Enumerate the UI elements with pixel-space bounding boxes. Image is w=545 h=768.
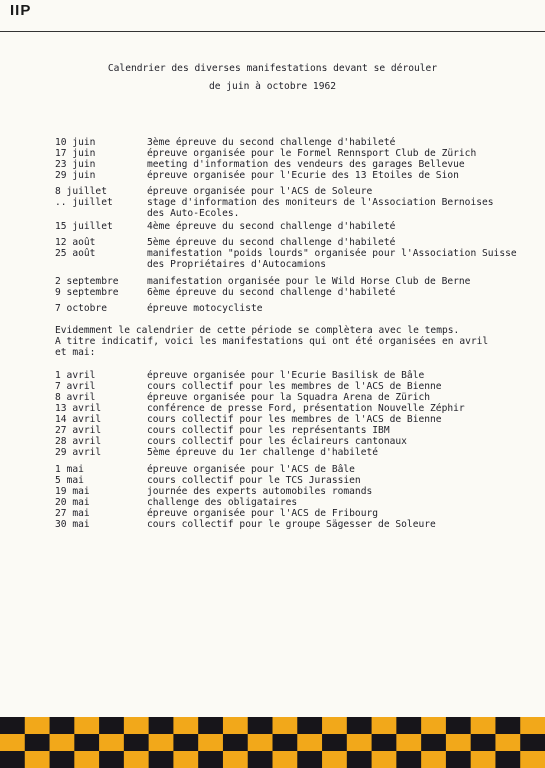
- event-date: 29 avril: [55, 447, 102, 458]
- document-subtitle: de juin à octobre 1962: [208, 81, 337, 92]
- checker-square: [50, 734, 75, 752]
- checkerboard-footer: [0, 717, 545, 768]
- event-description: 5ème épreuve du second challenge d'habileté: [147, 237, 396, 248]
- event-description: des Auto-Ecoles.: [147, 208, 240, 219]
- checker-square: [347, 734, 372, 752]
- event-description: épreuve motocycliste: [147, 303, 263, 314]
- checker-square: [396, 717, 421, 735]
- checker-square: [322, 717, 347, 735]
- checker-square: [50, 717, 75, 735]
- checker-square: [0, 751, 25, 768]
- event-description: cours collectif pour le groupe Sägesser de Soleure: [147, 519, 436, 530]
- checker-square: [223, 751, 248, 768]
- event-description: cours collectif pour les représentants IBM: [147, 425, 390, 436]
- checker-square: [273, 751, 298, 768]
- event-description: cours collectif pour les éclaireurs cantonaux: [147, 436, 407, 447]
- checker-square: [0, 734, 25, 752]
- checker-square: [520, 717, 545, 735]
- checker-square: [248, 751, 273, 768]
- event-date: 19 mai: [55, 486, 90, 497]
- checker-square: [248, 734, 273, 752]
- checker-square: [99, 717, 124, 735]
- event-description: épreuve organisée pour l'ACS de Bâle: [147, 464, 355, 475]
- checker-square: [149, 717, 174, 735]
- event-date: 25 août: [55, 248, 96, 259]
- checker-square: [495, 734, 520, 752]
- event-date: 27 avril: [55, 425, 102, 436]
- checker-square: [273, 717, 298, 735]
- checker-square: [372, 717, 397, 735]
- checker-square: [149, 751, 174, 768]
- checker-square: [198, 734, 223, 752]
- event-description: meeting d'information des vendeurs des garages Bellevue: [147, 159, 465, 170]
- checker-square: [223, 734, 248, 752]
- event-description: journée des experts automobiles romands: [147, 486, 373, 497]
- checker-square: [173, 734, 198, 752]
- checker-square: [99, 734, 124, 752]
- checker-square: [421, 734, 446, 752]
- checker-square: [520, 734, 545, 752]
- checker-square: [50, 751, 75, 768]
- event-description: 6ème épreuve du second challenge d'habileté: [147, 287, 396, 298]
- event-date: 29 juin: [55, 170, 96, 181]
- event-date: 8 avril: [55, 392, 96, 403]
- checker-square: [471, 751, 496, 768]
- checker-square: [495, 751, 520, 768]
- checker-square: [25, 734, 50, 752]
- event-date: 13 avril: [55, 403, 102, 414]
- event-date: 23 juin: [55, 159, 96, 170]
- event-description: des Propriétaires d'Autocamions: [147, 259, 327, 270]
- event-date: 12 août: [55, 237, 96, 248]
- checker-square: [74, 717, 99, 735]
- checker-square: [25, 717, 50, 735]
- event-date: .. juillet: [55, 197, 113, 208]
- event-date: 5 mai: [55, 475, 84, 486]
- event-description: manifestation "poids lourds" organisée pour l'Association Suisse: [147, 248, 517, 259]
- checker-square: [223, 717, 248, 735]
- company-logo: IIP: [10, 2, 32, 19]
- event-date: 1 mai: [55, 464, 84, 475]
- checker-square: [198, 717, 223, 735]
- event-description: challenge des obligataires: [147, 497, 298, 508]
- event-description: épreuve organisée pour la Squadra Arena de Zürich: [147, 392, 431, 403]
- checker-square: [322, 734, 347, 752]
- checker-square: [372, 751, 397, 768]
- checker-square: [421, 717, 446, 735]
- checker-square: [99, 751, 124, 768]
- checker-square: [322, 751, 347, 768]
- note-line: et mai:: [55, 347, 96, 358]
- header-rule: [0, 31, 545, 32]
- checker-square: [0, 717, 25, 735]
- event-date: 1 avril: [55, 370, 96, 381]
- event-date: 8 juillet: [55, 186, 107, 197]
- event-description: épreuve organisée pour le Formel Rennsport Club de Zürich: [147, 148, 477, 159]
- event-description: cours collectif pour les membres de l'ACS de Bienne: [147, 381, 442, 392]
- event-description: épreuve organisée pour l'Ecurie des 13 Etoiles de Sion: [147, 170, 459, 181]
- checker-square: [25, 751, 50, 768]
- checker-square: [124, 717, 149, 735]
- event-date: 30 mai: [55, 519, 90, 530]
- event-description: 4ème épreuve du second challenge d'habileté: [147, 221, 396, 232]
- checker-square: [124, 751, 149, 768]
- checker-square: [74, 751, 99, 768]
- checker-square: [347, 751, 372, 768]
- checker-square: [149, 734, 174, 752]
- document-title: Calendrier des diverses manifestations devant se dérouler: [107, 63, 438, 74]
- event-date: 15 juillet: [55, 221, 113, 232]
- event-description: cours collectif pour le TCS Jurassien: [147, 475, 361, 486]
- note-line: Evidemment le calendrier de cette période se complètera avec le temps.: [55, 325, 460, 336]
- checker-square: [396, 751, 421, 768]
- checker-square: [520, 751, 545, 768]
- checker-square: [173, 717, 198, 735]
- checker-square: [248, 717, 273, 735]
- event-date: 14 avril: [55, 414, 102, 425]
- checker-square: [74, 734, 99, 752]
- checker-square: [372, 734, 397, 752]
- event-description: stage d'information des moniteurs de l'Association Bernoises: [147, 197, 494, 208]
- checker-square: [297, 717, 322, 735]
- event-date: 28 avril: [55, 436, 102, 447]
- event-description: manifestation organisée pour le Wild Horse Club de Berne: [147, 276, 471, 287]
- event-description: conférence de presse Ford, présentation Nouvelle Zéphir: [147, 403, 465, 414]
- checker-square: [297, 751, 322, 768]
- event-description: 5ème épreuve du 1er challenge d'habileté: [147, 447, 379, 458]
- checker-square: [421, 751, 446, 768]
- checker-square: [471, 717, 496, 735]
- checker-square: [446, 717, 471, 735]
- event-date: 20 mai: [55, 497, 90, 508]
- checker-square: [446, 734, 471, 752]
- checker-square: [198, 751, 223, 768]
- event-date: 9 septembre: [55, 287, 119, 298]
- checker-square: [495, 717, 520, 735]
- event-description: épreuve organisée pour l'ACS de Fribourg: [147, 508, 379, 519]
- event-date: 10 juin: [55, 137, 96, 148]
- checker-square: [124, 734, 149, 752]
- checker-square: [446, 751, 471, 768]
- event-date: 2 septembre: [55, 276, 119, 287]
- event-description: 3ème épreuve du second challenge d'habileté: [147, 137, 396, 148]
- checker-square: [297, 734, 322, 752]
- checker-square: [173, 751, 198, 768]
- event-date: 7 avril: [55, 381, 96, 392]
- checker-square: [471, 734, 496, 752]
- event-description: épreuve organisée pour l'ACS de Soleure: [147, 186, 373, 197]
- event-date: 17 juin: [55, 148, 96, 159]
- checker-square: [396, 734, 421, 752]
- event-description: épreuve organisée pour l'Ecurie Basilisk de Bâle: [147, 370, 425, 381]
- event-date: 7 octobre: [55, 303, 107, 314]
- event-description: cours collectif pour les membres de l'ACS de Bienne: [147, 414, 442, 425]
- checker-square: [273, 734, 298, 752]
- checker-square: [347, 717, 372, 735]
- note-line: A titre indicatif, voici les manifestations qui ont été organisées en avril: [55, 336, 489, 347]
- event-date: 27 mai: [55, 508, 90, 519]
